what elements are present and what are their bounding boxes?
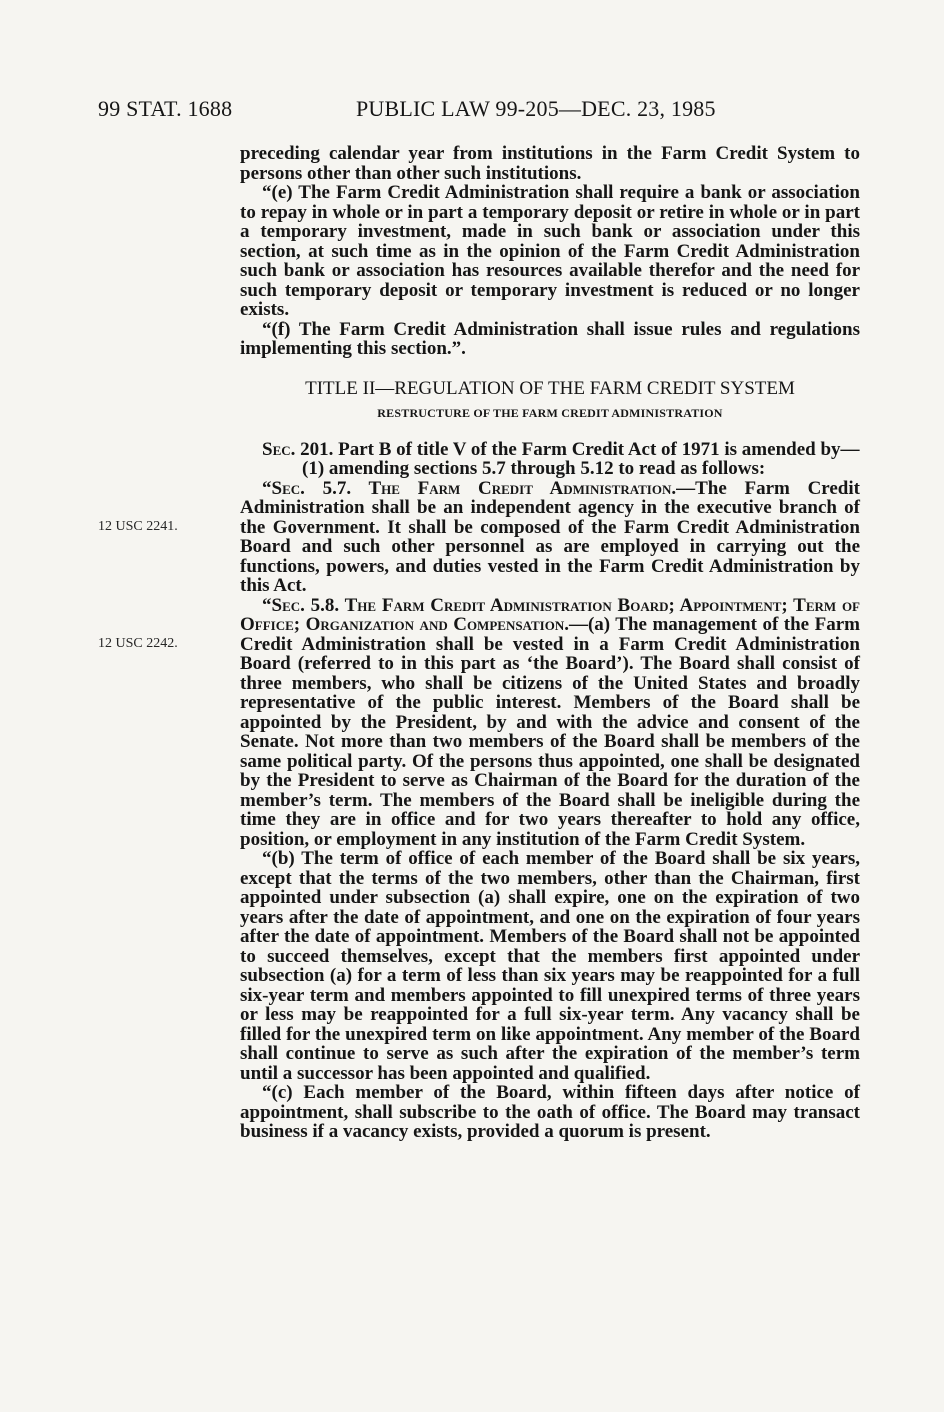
sec-201-text: 201. Part B of title V of the Farm Credit Act of 1971 is amended by— [295, 438, 860, 460]
paragraph-sec-5-7 [240, 479, 860, 596]
paragraph-item-1: (1) amending sections 5.7 through 5.12 to read as follows: [302, 458, 766, 479]
sec-5-8-text: —(a) The management of the Farm Credit Administration shall be vested in a Farm Credit Administration Board (referred to in this part as ‘the Board’). The Board shall consist of three members, who shall be citizens of the United States and broadly representative of the public interest. Members of the Board shall be appointed by the President, by and with the advice and consent of the Senate. Not more than two members of the Board shall be members of the same political party. Of the persons thus appointed, one shall be designated by the President to serve as Chairman of the Board for the duration of the member’s term. The members of the Board shall be ineligible during the time they are in office and for two years thereafter to hold any office, position, or employment in any institution of the Farm Credit System. [240, 614, 860, 850]
section-subheading: RESTRUCTURE OF THE FARM CREDIT ADMINISTRATION [377, 406, 723, 420]
margin-note-usc-2242: 12 USC 2242. [98, 636, 178, 651]
sec-5-8-label: “Sec. 5.8. The Farm Credit Administration Board; Appointment; Term of Office; Organization and Compensation. [240, 594, 860, 635]
sec-5-7-text: —The Farm Credit Administration shall be an independent agency in the executive branch of the Government. It shall be composed of the Farm Credit Administration Board and such other personnel as are employed in carrying out the functions, powers, and duties vested in the Farm Credit Administration by this Act. [240, 477, 860, 596]
stat-reference: 99 STAT. 1688 [98, 96, 233, 121]
margin-note-usc-2241: 12 USC 2241. [98, 519, 178, 534]
paragraph-sec-201 [240, 440, 860, 460]
sec-5-7-label: “Sec. 5.7. The Farm Credit Administration. [262, 477, 677, 499]
title-heading: TITLE II—REGULATION OF THE FARM CREDIT SYSTEM [305, 377, 795, 399]
paragraph-subsection-e: “(e) The Farm Credit Administration shall require a bank or association to repay in whole or in part a temporary deposit or retire in whole or in part a temporary investment, made in such bank or association under this section, at such time as in the opinion of the Farm Credit Administration such bank or association has resources available therefor and the need for such temporary deposit or temporary investment is reduced or no longer exists. [240, 182, 860, 320]
page-header [98, 96, 858, 126]
paragraph-continuation: preceding calendar year from institutions in the Farm Credit System to persons other than other such institutions. [240, 143, 860, 184]
sec-201-label: Sec. [262, 438, 296, 460]
paragraph-sec-5-8 [240, 596, 860, 850]
paragraph-subsection-b: “(b) The term of office of each member of the Board shall be six years, except that the terms of the two members, other than the Chairman, first appointed under subsection (a) shall expire, one on the expiration of two years after the date of appointment, and one on the expiration of four years after the date of appointment. Members of the Board shall not be appointed to succeed themselves, except that the members first appointed under subsection (a) for a term of less than six years may be reappointed for a full six-year term and members appointed to fill unexpired terms of three years or less may be reappointed for a full six-year term. Any vacancy shall be filled for the unexpired term on like appointment. Any member of the Board shall continue to serve as such after the expiration of the member’s term until a successor has been appointed and qualified. [240, 848, 860, 1084]
paragraph-subsection-f: “(f) The Farm Credit Administration shall issue rules and regulations implementing this section.”. [240, 318, 860, 359]
paragraph-subsection-c: “(c) Each member of the Board, within fifteen days after notice of appointment, shall subscribe to the oath of office. The Board may transact business if a vacancy exists, provided a quorum is present. [240, 1082, 860, 1142]
document-body [240, 144, 860, 1142]
law-title: PUBLIC LAW 99-205—DEC. 23, 1985 [356, 96, 716, 121]
